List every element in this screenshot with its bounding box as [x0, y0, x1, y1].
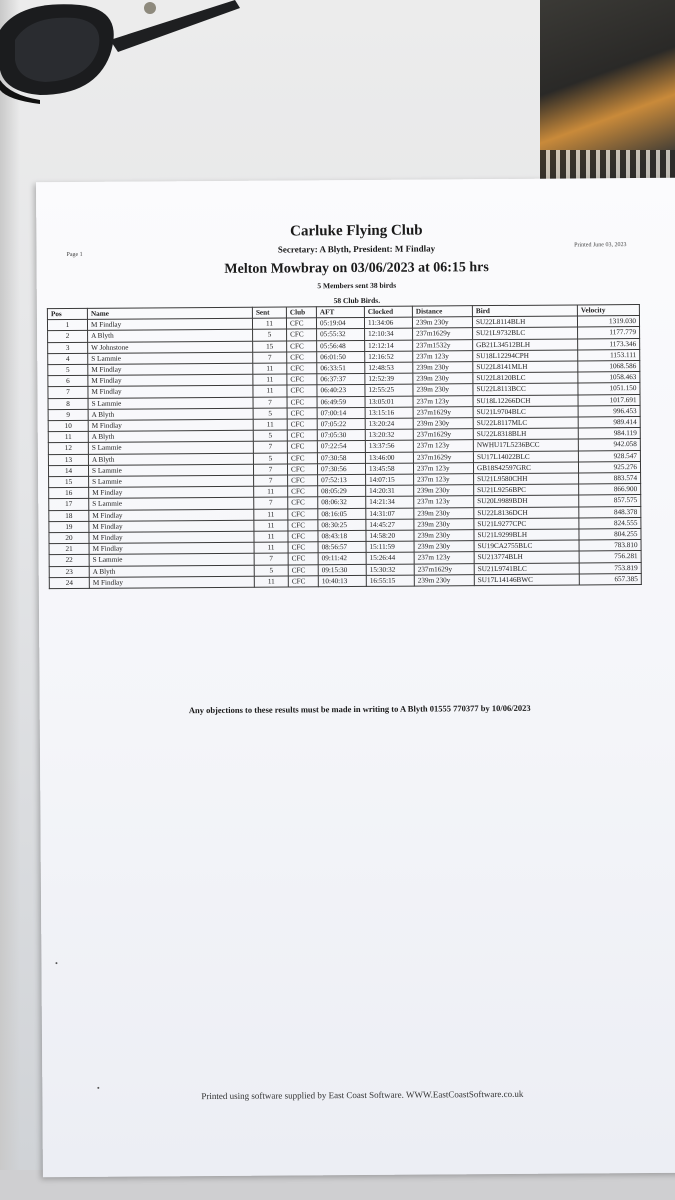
- cell-pos: 11: [48, 432, 88, 443]
- cell-sent: 5: [253, 453, 287, 464]
- cell-sent: 11: [254, 542, 288, 553]
- cell-name: S Lammie: [88, 352, 253, 364]
- cell-name: S Lammie: [88, 442, 253, 454]
- cell-club: CFC: [288, 508, 318, 519]
- cell-aft: 07:05:22: [317, 418, 365, 430]
- cell-sent: 11: [253, 374, 287, 385]
- cell-pos: 17: [49, 499, 89, 510]
- cell-bird: SU20L9989BDH: [474, 495, 579, 507]
- cell-velocity: 1058.463: [578, 372, 640, 384]
- cell-name: M Findlay: [89, 576, 254, 588]
- cell-clocked: 14:21:34: [366, 497, 414, 509]
- cell-pos: 16: [49, 488, 89, 499]
- cell-sent: 11: [254, 531, 288, 542]
- cell-pos: 10: [48, 420, 88, 431]
- cell-velocity: 1153.111: [578, 349, 640, 361]
- cell-name: M Findlay: [88, 386, 253, 398]
- cell-clocked: 11:34:06: [364, 317, 412, 329]
- cell-velocity: 989.414: [578, 417, 640, 429]
- cell-bird: SU22L8318BLH: [473, 428, 578, 440]
- cell-club: CFC: [287, 464, 317, 475]
- cell-sent: 15: [253, 341, 287, 352]
- cell-aft: 07:30:58: [317, 452, 365, 464]
- cell-clocked: 14:58:20: [366, 530, 414, 542]
- cell-club: CFC: [288, 576, 318, 587]
- cell-pos: 12: [48, 443, 88, 454]
- cell-distance: 237m 123y: [413, 351, 473, 363]
- cell-velocity: 1051.150: [578, 383, 640, 395]
- cell-clocked: 14:31:07: [366, 508, 414, 520]
- software-footer: Printed using software supplied by East Coast Software. WWW.EastCoastSoftware.co.uk: [201, 1088, 524, 1102]
- cell-sent: 5: [253, 430, 287, 441]
- cell-aft: 08:16:05: [318, 508, 366, 520]
- cell-aft: 06:01:50: [317, 351, 365, 363]
- cell-name: A Blyth: [89, 565, 254, 577]
- cell-name: M Findlay: [89, 531, 254, 543]
- printed-date: Printed June 03, 2023: [574, 242, 627, 249]
- cell-aft: 06:37:37: [317, 374, 365, 386]
- cell-clocked: 13:45:58: [365, 463, 413, 475]
- cell-distance: 237m1629y: [413, 407, 473, 419]
- cell-bird: SU21L9704BLC: [473, 406, 578, 418]
- cell-bird: SU18L12266DCH: [473, 395, 578, 407]
- objections-notice: Any objections to these results must be made in writing to A Blyth 01555 770377 by 10/06/2023: [188, 702, 531, 716]
- cell-name: A Blyth: [88, 330, 253, 342]
- cell-velocity: 925.276: [578, 461, 640, 473]
- cell-clocked: 12:12:14: [365, 340, 413, 352]
- cell-distance: 237m 123y: [413, 395, 473, 407]
- cell-bird: SU19CA2755BLC: [474, 540, 579, 552]
- cell-aft: 10:40:13: [318, 575, 366, 587]
- cell-distance: 237m1629y: [413, 328, 473, 340]
- cell-club: CFC: [287, 352, 317, 363]
- cell-sent: 7: [253, 397, 287, 408]
- cell-name: A Blyth: [88, 453, 253, 465]
- cell-aft: 07:22:54: [317, 441, 365, 453]
- page-number: Page 1: [66, 251, 83, 259]
- cell-bird: GB18S42597GRC: [473, 462, 578, 474]
- cell-club: CFC: [287, 385, 317, 396]
- cell-aft: 08:30:25: [318, 519, 366, 531]
- cell-sent: 7: [253, 464, 287, 475]
- cell-velocity: 984.119: [578, 428, 640, 440]
- cell-sent: 5: [254, 565, 288, 576]
- cell-pos: 8: [48, 398, 88, 409]
- cell-name: M Findlay: [89, 520, 254, 532]
- club-birds: 58 Club Birds.: [333, 295, 381, 306]
- cell-pos: 7: [48, 387, 88, 398]
- cell-club: CFC: [287, 452, 317, 463]
- cell-sent: 11: [253, 419, 287, 430]
- cell-bird: SU22L8117MLC: [473, 417, 578, 429]
- cell-name: M Findlay: [87, 318, 252, 330]
- cell-name: S Lammie: [88, 397, 253, 409]
- cell-pos: 19: [49, 521, 89, 532]
- cell-name: M Findlay: [89, 542, 254, 554]
- cell-sent: 7: [254, 553, 288, 564]
- cell-velocity: 883.574: [579, 473, 641, 485]
- header-sent: Sent: [252, 307, 286, 318]
- cell-velocity: 848.378: [579, 506, 641, 518]
- cell-velocity: 756.281: [579, 551, 641, 563]
- cell-distance: 237m 123y: [413, 440, 473, 452]
- cell-distance: 237m 123y: [414, 496, 474, 508]
- paper-speck: [55, 962, 57, 964]
- cell-distance: 237m1629y: [413, 451, 473, 463]
- cell-name: M Findlay: [88, 374, 253, 386]
- cell-distance: 239m 230y: [414, 575, 474, 587]
- cell-sent: 7: [253, 441, 287, 452]
- cell-clocked: 15:26:44: [366, 553, 414, 565]
- cell-velocity: 804.255: [579, 529, 641, 541]
- cell-velocity: 657.385: [579, 573, 641, 585]
- cell-aft: 08:06:32: [318, 497, 366, 509]
- cell-velocity: 942.058: [578, 439, 640, 451]
- cell-name: S Lammie: [89, 498, 254, 510]
- cell-sent: 7: [253, 352, 287, 363]
- cell-aft: 06:40:23: [317, 385, 365, 397]
- cell-aft: 05:55:32: [317, 329, 365, 341]
- header-velocity: Velocity: [577, 305, 639, 317]
- results-sheet: [36, 178, 675, 1177]
- cell-pos: 21: [49, 544, 89, 555]
- cell-clocked: 15:11:59: [366, 541, 414, 553]
- cell-aft: 07:00:14: [317, 407, 365, 419]
- cell-pos: 9: [48, 409, 88, 420]
- cell-velocity: 783.810: [579, 540, 641, 552]
- cell-distance: 239m 230y: [413, 418, 473, 430]
- cell-sent: 5: [253, 408, 287, 419]
- cell-sent: 11: [252, 318, 286, 329]
- cell-clocked: 14:45:27: [366, 519, 414, 531]
- cell-bird: SU22L8136DCH: [474, 507, 579, 519]
- cell-club: CFC: [287, 374, 317, 385]
- cell-distance: 237m 123y: [414, 474, 474, 486]
- cell-pos: 24: [49, 577, 89, 588]
- cell-pos: 5: [48, 364, 88, 375]
- cell-club: CFC: [288, 531, 318, 542]
- cell-distance: 239m 230y: [413, 362, 473, 374]
- cell-clocked: 13:05:01: [365, 396, 413, 408]
- cell-aft: 08:56:57: [318, 542, 366, 554]
- cell-velocity: 1177.779: [578, 327, 640, 339]
- header-distance: Distance: [412, 306, 472, 318]
- results-table: [47, 304, 642, 589]
- cell-name: M Findlay: [88, 419, 253, 431]
- cell-aft: 07:52:13: [318, 474, 366, 486]
- cell-clocked: 12:10:34: [365, 329, 413, 341]
- header-bird: Bird: [472, 305, 577, 317]
- cell-sent: 11: [254, 520, 288, 531]
- cell-club: CFC: [287, 441, 317, 452]
- cell-club: CFC: [288, 564, 318, 575]
- cell-club: CFC: [287, 329, 317, 340]
- cell-bird: SU21L9741BLC: [474, 563, 579, 575]
- cell-bird: SU22L8141MLH: [473, 361, 578, 373]
- cell-sent: 11: [254, 509, 288, 520]
- cell-aft: 05:56:48: [317, 340, 365, 352]
- cell-bird: SU21L9580CHH: [474, 473, 579, 485]
- cell-bird: SU21L9277CPC: [474, 518, 579, 530]
- header-club: Club: [286, 307, 316, 318]
- cell-bird: SU21L9299BLH: [474, 529, 579, 541]
- results-body: [47, 316, 641, 589]
- cell-club: CFC: [286, 318, 316, 329]
- cell-bird: SU17L14022BLC: [473, 451, 578, 463]
- cell-velocity: 753.819: [579, 562, 641, 574]
- cell-distance: 239m 230y: [414, 485, 474, 497]
- cell-name: M Findlay: [88, 363, 253, 375]
- cell-clocked: 14:07:15: [366, 474, 414, 486]
- cell-name: S Lammie: [88, 464, 253, 476]
- cell-distance: 239m 230y: [414, 530, 474, 542]
- cell-pos: 18: [49, 510, 89, 521]
- cell-aft: 09:15:30: [318, 564, 366, 576]
- cell-bird: SU17L14146BWC: [474, 574, 579, 586]
- sunglasses-image: [0, 0, 240, 120]
- cell-bird: SU22L8113BCC: [473, 383, 578, 395]
- cell-name: S Lammie: [89, 554, 254, 566]
- cell-sent: 5: [253, 329, 287, 340]
- cell-clocked: 12:52:39: [365, 373, 413, 385]
- cell-name: A Blyth: [88, 430, 253, 442]
- cell-name: M Findlay: [89, 509, 254, 521]
- cell-distance: 237m 123y: [414, 552, 474, 564]
- cell-bird: SU22L8120BLC: [473, 372, 578, 384]
- cell-pos: 6: [48, 376, 88, 387]
- cell-sent: 11: [254, 576, 288, 587]
- cell-club: CFC: [287, 340, 317, 351]
- cell-club: CFC: [287, 430, 317, 441]
- cell-distance: 239m 230y: [414, 541, 474, 553]
- cell-clocked: 12:55:25: [365, 385, 413, 397]
- cell-aft: 08:43:18: [318, 531, 366, 543]
- cell-club: CFC: [287, 419, 317, 430]
- cell-pos: 22: [49, 555, 89, 566]
- cell-club: CFC: [287, 408, 317, 419]
- cell-pos: 20: [49, 532, 89, 543]
- cell-velocity: 996.453: [578, 405, 640, 417]
- cell-sent: 11: [254, 486, 288, 497]
- cell-club: CFC: [288, 520, 318, 531]
- paper-speck: [97, 1087, 99, 1089]
- cell-bird: SU213774BLH: [474, 551, 579, 563]
- cell-clocked: 13:15:16: [365, 407, 413, 419]
- cell-pos: 2: [48, 331, 88, 342]
- cell-clocked: 12:48:53: [365, 362, 413, 374]
- cell-distance: 237m 123y: [413, 463, 473, 475]
- cell-pos: 3: [48, 342, 88, 353]
- cell-velocity: 857.575: [579, 495, 641, 507]
- header-pos: Pos: [47, 308, 87, 319]
- cell-distance: 239m 230y: [414, 519, 474, 531]
- cell-aft: 06:33:51: [317, 362, 365, 374]
- cell-aft: 07:05:30: [317, 430, 365, 442]
- cell-name: A Blyth: [88, 408, 253, 420]
- cell-clocked: 12:16:52: [365, 351, 413, 363]
- cell-distance: 239m 230y: [414, 507, 474, 519]
- cell-club: CFC: [288, 475, 318, 486]
- cell-bird: SU18L12294CPH: [473, 350, 578, 362]
- cell-distance: 239m 230y: [412, 317, 472, 329]
- cell-sent: 11: [253, 363, 287, 374]
- cell-aft: 08:05:29: [318, 486, 366, 498]
- cell-velocity: 1068.586: [578, 361, 640, 373]
- cell-name: S Lammie: [89, 475, 254, 487]
- club-officers: Secretary: A Blyth, President: M Findlay: [277, 243, 436, 255]
- cell-aft: 06:49:59: [317, 396, 365, 408]
- cell-aft: 07:30:56: [317, 463, 365, 475]
- header-aft: AFT: [316, 306, 364, 318]
- cell-aft: 09:11:42: [318, 553, 366, 565]
- cell-clocked: 13:20:32: [365, 429, 413, 441]
- cell-club: CFC: [288, 542, 318, 553]
- cell-pos: 14: [48, 465, 88, 476]
- cell-pos: 1: [47, 320, 87, 331]
- cell-sent: 7: [254, 475, 288, 486]
- cell-distance: 237m1629y: [414, 563, 474, 575]
- cell-clocked: 13:37:56: [365, 441, 413, 453]
- cell-bird: SU22L8114BLH: [472, 316, 577, 328]
- cell-bird: NWHU17L5236BCC: [473, 439, 578, 451]
- cell-club: CFC: [287, 396, 317, 407]
- cell-bird: GB21L34512BLH: [473, 339, 578, 351]
- cell-bird: SU21L9732BLC: [473, 327, 578, 339]
- cell-sent: 11: [253, 385, 287, 396]
- cell-velocity: 928.547: [578, 450, 640, 462]
- members-sent: 5 Members sent 38 birds: [317, 280, 397, 291]
- cell-velocity: 1319.030: [577, 316, 639, 328]
- cell-clocked: 14:20:31: [366, 485, 414, 497]
- cell-clocked: 16:55:15: [366, 575, 414, 587]
- cell-velocity: 1173.346: [578, 338, 640, 350]
- cell-club: CFC: [288, 497, 318, 508]
- cell-clocked: 13:20:24: [365, 418, 413, 430]
- desk-edge-shadow: [0, 0, 20, 1200]
- cell-name: M Findlay: [89, 486, 254, 498]
- cell-pos: 23: [49, 566, 89, 577]
- cell-pos: 13: [48, 454, 88, 465]
- cell-club: CFC: [288, 486, 318, 497]
- cell-clocked: 15:30:32: [366, 564, 414, 576]
- club-title: Carluke Flying Club: [290, 222, 423, 240]
- cell-bird: SU21L9256BPC: [474, 484, 579, 496]
- cell-velocity: 1017.691: [578, 394, 640, 406]
- cell-pos: 4: [48, 353, 88, 364]
- cell-velocity: 866.900: [579, 484, 641, 496]
- cell-distance: 239m 230y: [413, 384, 473, 396]
- header-clocked: Clocked: [364, 306, 412, 318]
- cell-distance: 237m1532y: [413, 339, 473, 351]
- cell-club: CFC: [287, 363, 317, 374]
- cell-clocked: 13:46:00: [365, 452, 413, 464]
- header-name: Name: [87, 307, 252, 319]
- cell-name: W Johnstone: [88, 341, 253, 353]
- cell-distance: 237m1629y: [413, 429, 473, 441]
- cell-sent: 7: [254, 497, 288, 508]
- cell-velocity: 824.555: [579, 517, 641, 529]
- cell-aft: 05:19:04: [316, 318, 364, 330]
- cell-club: CFC: [288, 553, 318, 564]
- race-heading: Melton Mowbray on 03/06/2023 at 06:15 hrs: [224, 260, 489, 277]
- cell-pos: 15: [49, 476, 89, 487]
- cell-distance: 239m 230y: [413, 373, 473, 385]
